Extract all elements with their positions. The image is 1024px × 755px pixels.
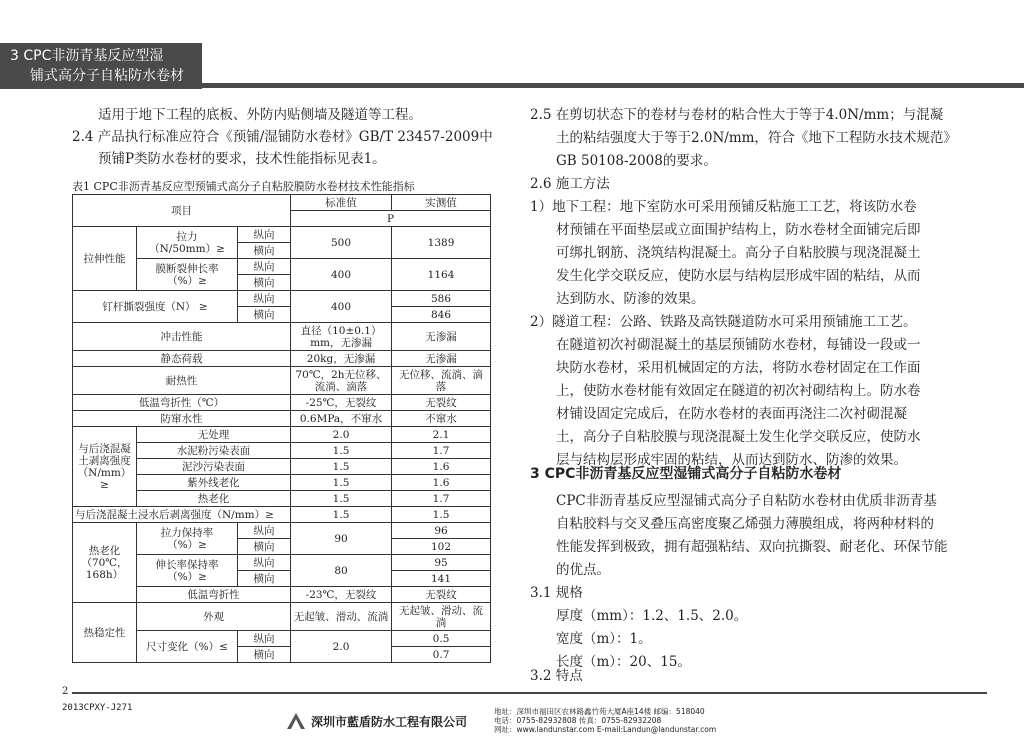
table-cell: 0.5 bbox=[392, 631, 491, 647]
table-cell: 70℃，2h无位移、流淌、滴落 bbox=[291, 367, 392, 395]
right-paragraph: 3.1 规格 bbox=[530, 585, 583, 601]
table-cell: 1.5 bbox=[291, 491, 392, 507]
table-cell: 紫外线老化 bbox=[137, 475, 291, 491]
right-paragraph: 厚度（mm）：1.2、1.5、2.0。 bbox=[556, 608, 748, 624]
footer-rule bbox=[72, 692, 987, 694]
table-cell: 低温弯折性 bbox=[137, 587, 291, 603]
table-header: 项目 bbox=[73, 195, 291, 227]
table-cell: 尺寸变化（%）≤ bbox=[137, 631, 238, 663]
table-cell: 防窜水性 bbox=[73, 411, 291, 427]
table-cell: 纵向 bbox=[238, 259, 291, 275]
table-cell: 热老化（70℃，168h） bbox=[73, 523, 137, 603]
table-cell: 拉伸性能 bbox=[73, 227, 137, 291]
table-cell: 102 bbox=[392, 539, 491, 555]
table-cell: 141 bbox=[392, 571, 491, 587]
table-cell: 2.0 bbox=[291, 427, 392, 443]
header-rule bbox=[202, 83, 1024, 88]
table-cell: 0.6MPa，不窜水 bbox=[291, 411, 392, 427]
table-cell: 无起皱、滑动、流淌 bbox=[291, 603, 392, 631]
right-paragraph: 材预铺在平面垫层或立面围护结构上，防水卷材全面铺完后即 bbox=[556, 222, 921, 238]
header-title-box bbox=[0, 43, 202, 89]
table-cell: 横向 bbox=[238, 571, 291, 587]
right-paragraph: 达到防水、防渗的效果。 bbox=[556, 291, 705, 307]
left-paragraph: 预铺P类防水卷材的要求，技术性能指标见表1。 bbox=[98, 151, 386, 167]
right-paragraph: GB 50108-2008的要求。 bbox=[556, 153, 717, 169]
table-cell: 1.5 bbox=[291, 443, 392, 459]
right-paragraph: 的优点。 bbox=[556, 562, 610, 578]
table-caption: 表1 CPC非沥青基反应型预铺式高分子自粘胶膜防水卷材技术性能指标 bbox=[72, 180, 415, 193]
table-cell: 1.5 bbox=[291, 507, 392, 523]
table-cell: 1.5 bbox=[291, 459, 392, 475]
table-cell: 纵向 bbox=[238, 631, 291, 647]
table-cell: 耐热性 bbox=[73, 367, 291, 395]
table-cell: 500 bbox=[291, 227, 392, 259]
table-cell: 低温弯折性（℃） bbox=[73, 395, 291, 411]
table-cell: 无起皱、滑动、流淌 bbox=[392, 603, 491, 631]
right-paragraph: 3.2 特点 bbox=[530, 668, 583, 684]
table-cell: 无渗漏 bbox=[392, 351, 491, 367]
table-cell: 伸长率保持率 （%）≥ bbox=[137, 555, 238, 587]
right-paragraph: 2.5 在剪切状态下的卷材与卷材的粘合性大于等于4.0N/mm；与混凝 bbox=[530, 107, 944, 123]
table-cell: 1.7 bbox=[392, 491, 491, 507]
table-cell: -25℃，无裂纹 bbox=[291, 395, 392, 411]
table-cell: 无裂纹 bbox=[392, 587, 491, 603]
table-cell: 外观 bbox=[137, 603, 291, 631]
table-cell: 1.7 bbox=[392, 443, 491, 459]
table-cell: 与后浇混凝土浸水后剥离强度（N/mm）≥ bbox=[73, 507, 291, 523]
page-number: 2 bbox=[62, 686, 69, 697]
table-cell: 直径（10±0.1）mm，无渗漏 bbox=[291, 323, 392, 351]
header-title-line1: 3 CPC非沥青基反应型湿 bbox=[10, 48, 164, 64]
table-cell: 1164 bbox=[392, 259, 491, 291]
right-paragraph: 上，使防水卷材能有效固定在隧道的初次衬砌结构上。防水卷 bbox=[556, 383, 921, 399]
table-cell: 静态荷载 bbox=[73, 351, 291, 367]
table-cell: 586 bbox=[392, 291, 491, 307]
company-address: 地址：深圳市福田区农林路鑫竹苑大厦A座14楼 邮编：518040 bbox=[494, 707, 705, 716]
table-cell: 1.6 bbox=[392, 459, 491, 475]
right-paragraph: 可绑扎钢筋、浇筑结构混凝土。高分子自粘胶膜与现浇混凝土 bbox=[556, 245, 921, 261]
spec-table bbox=[72, 194, 491, 663]
section-title: 3 CPC非沥青基反应型湿铺式高分子自粘防水卷材 bbox=[530, 466, 842, 482]
table-cell: 1389 bbox=[392, 227, 491, 259]
table-cell: 横向 bbox=[238, 307, 291, 323]
table-cell: 泥沙污染表面 bbox=[137, 459, 291, 475]
right-paragraph: 1）地下工程：地下室防水可采用预铺反粘施工工艺，将该防水卷 bbox=[530, 199, 917, 215]
table-cell: 拉力 （N/50mm）≥ bbox=[137, 227, 238, 259]
table-cell: 400 bbox=[291, 259, 392, 291]
table-cell: 不窜水 bbox=[392, 411, 491, 427]
table-cell: 2.1 bbox=[392, 427, 491, 443]
company-name: 深圳市藍盾防水工程有限公司 bbox=[311, 715, 468, 729]
table-cell: 1.5 bbox=[291, 475, 392, 491]
table-cell: 1.5 bbox=[392, 507, 491, 523]
table-cell: 纵向 bbox=[238, 555, 291, 571]
table-cell: 95 bbox=[392, 555, 491, 571]
right-paragraph: 自粘胶料与交叉叠压高密度聚乙烯强力薄膜组成，将两种材料的 bbox=[556, 516, 934, 532]
company-phone: 电话：0755-82932808 传真：0755-82932208 bbox=[494, 716, 662, 725]
table-header: 标准值 bbox=[291, 195, 392, 211]
table-cell: 拉力保持率 （%）≥ bbox=[137, 523, 238, 555]
table-cell: -23℃，无裂纹 bbox=[291, 587, 392, 603]
right-paragraph: 材铺设固定完成后，在防水卷材的表面再浇注二次衬砌混凝 bbox=[556, 406, 907, 422]
table-cell: 96 bbox=[392, 523, 491, 539]
table-cell: 846 bbox=[392, 307, 491, 323]
right-paragraph: 块防水卷材，采用机械固定的方法，将防水卷材固定在工作面 bbox=[556, 360, 921, 376]
table-cell: 热稳定性 bbox=[73, 603, 137, 663]
right-paragraph: CPC非沥青基反应型湿铺式高分子自粘防水卷材由优质非沥青基 bbox=[556, 493, 937, 509]
right-paragraph: 长度（m）：20、15。 bbox=[556, 654, 691, 670]
right-paragraph: 土的粘结强度大于等于2.0N/mm，符合《地下工程防水技术规范》 bbox=[556, 130, 957, 146]
right-paragraph: 土，高分子自粘胶膜与现浇混凝土发生化学交联反应，使防水 bbox=[556, 429, 921, 445]
table-cell: 无渗漏 bbox=[392, 323, 491, 351]
right-paragraph: 在隧道初次衬砌混凝土的基层预铺防水卷材，每铺设一段或一 bbox=[556, 337, 921, 353]
right-paragraph: 发生化学交联反应，使防水层与结构层形成牢固的粘结，从而 bbox=[556, 268, 921, 284]
left-paragraph: 适用于地下工程的底板、外防内贴侧墙及隧道等工程。 bbox=[98, 107, 422, 123]
table-cell: 纵向 bbox=[238, 227, 291, 243]
table-cell: 横向 bbox=[238, 539, 291, 555]
table-cell: 膜断裂伸长率 （%）≥ bbox=[137, 259, 238, 291]
table-cell: 横向 bbox=[238, 647, 291, 663]
table-cell: 冲击性能 bbox=[73, 323, 291, 351]
right-paragraph: 2.6 施工方法 bbox=[530, 176, 610, 192]
table-cell: 水泥粉污染表面 bbox=[137, 443, 291, 459]
company-logo-icon bbox=[286, 712, 306, 730]
table-cell: 1.6 bbox=[392, 475, 491, 491]
table-cell: 80 bbox=[291, 555, 392, 587]
header-title-line2: 铺式高分子自粘防水卷材 bbox=[30, 68, 184, 84]
table-cell: 400 bbox=[291, 291, 392, 323]
table-cell: 与后浇混凝土剥离强度（N/mm）≥ bbox=[73, 427, 137, 507]
table-cell: 热老化 bbox=[137, 491, 291, 507]
table-cell: 0.7 bbox=[392, 647, 491, 663]
table-cell: 横向 bbox=[238, 275, 291, 291]
left-paragraph: 2.4 产品执行标准应符合《预铺/湿铺防水卷材》GB/T 23457-2009中 bbox=[72, 129, 493, 145]
right-paragraph: 2）隧道工程：公路、铁路及高铁隧道防水可采用预铺施工工艺。 bbox=[530, 314, 917, 330]
table-cell: 横向 bbox=[238, 243, 291, 259]
document-code: 2013CPXY-J271 bbox=[62, 703, 133, 713]
table-cell: 纵向 bbox=[238, 291, 291, 307]
right-paragraph: 层与结构层形成牢固的粘结，从而达到防水、防渗的效果。 bbox=[556, 452, 907, 468]
table-header: 实测值 bbox=[392, 195, 491, 211]
table-cell: 90 bbox=[291, 523, 392, 555]
table-cell: 无位移、流淌、滴落 bbox=[392, 367, 491, 395]
table-cell: 纵向 bbox=[238, 523, 291, 539]
table-cell: 2.0 bbox=[291, 631, 392, 663]
company-website: 网址：www.landunstar.com E-mail:Landun@landunstar.com bbox=[494, 725, 717, 734]
table-cell: 无处理 bbox=[137, 427, 291, 443]
table-header: P bbox=[291, 211, 491, 227]
right-paragraph: 性能发挥到极致，拥有超强粘结、双向抗撕裂、耐老化、环保节能 bbox=[556, 539, 948, 555]
table-cell: 钉杆撕裂强度（N） ≥ bbox=[73, 291, 238, 323]
company-contact bbox=[494, 707, 716, 734]
right-paragraph: 宽度（m）：1。 bbox=[556, 631, 652, 647]
table-cell: 无裂纹 bbox=[392, 395, 491, 411]
table-cell: 20kg，无渗漏 bbox=[291, 351, 392, 367]
